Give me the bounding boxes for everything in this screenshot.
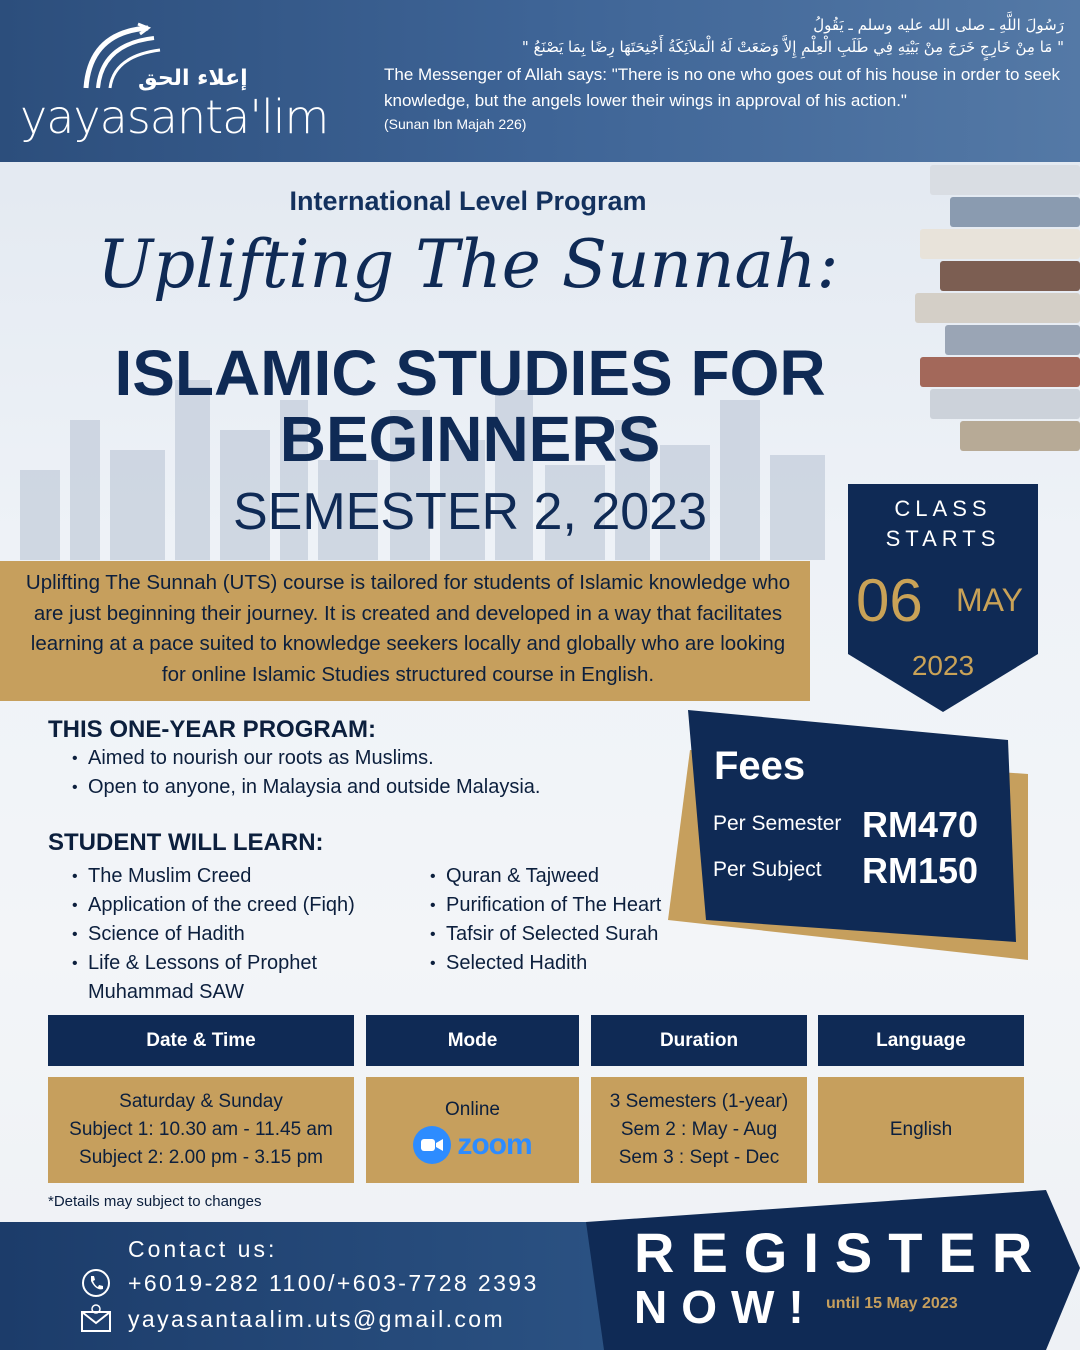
fee-per-subject-label: Per Subject (713, 858, 822, 881)
schedule-subject-1: Subject 1: 10.30 am - 11.45 am (69, 1119, 333, 1140)
list-item: • Science of Hadith (70, 920, 400, 949)
list-item: • Life & Lessons of Prophet Muhammad SAW (70, 949, 400, 1007)
fee-per-subject-value: RM150 (862, 850, 979, 891)
fee-per-semester-value: RM470 (862, 804, 979, 845)
list-item: • Application of the creed (Fiqh) (70, 891, 400, 920)
register-now-line2[interactable]: NOW! (634, 1281, 818, 1333)
contact-email[interactable]: yayasantaalim.uts@gmail.com (128, 1306, 506, 1332)
disclaimer-note: *Details may subject to changes (48, 1193, 262, 1210)
fees-title: Fees (714, 744, 806, 788)
mode-online: Online (445, 1099, 500, 1120)
program-level-kicker: International Level Program (289, 186, 647, 216)
course-description: Uplifting The Sunnah (UTS) course is tailored for students of Islamic knowledge who are just beginning their journey. It is created and developed in a way that facilitates learning at a pace suited to knowledge seekers locally and globally who are looking for online Islamic Studies structured course in English. (0, 561, 810, 701)
badge-class-label: CLASS (894, 496, 992, 521)
table-cell-mode (366, 1077, 579, 1183)
zoom-logo (413, 1126, 531, 1164)
list-item: • Selected Hadith (428, 949, 708, 978)
hadith-source: (Sunan Ibn Majah 226) (384, 116, 527, 132)
table-header-duration: Duration (591, 1015, 807, 1066)
language-value: English (889, 1119, 953, 1140)
schedule-subject-2: Subject 2: 2.00 pm - 3.15 pm (79, 1147, 323, 1168)
learn-list-left (70, 862, 400, 1007)
phone-icon (80, 1268, 112, 1298)
table-header-mode: Mode (366, 1015, 579, 1066)
list-item: • Tafsir of Selected Surah (428, 920, 708, 949)
duration-sem-3: Sem 3 : Sept - Dec (618, 1147, 780, 1168)
hadith-quote (384, 14, 1064, 132)
script-title: Uplifting The Sunnah: (97, 226, 839, 303)
list-item: • Open to anyone, in Malaysia and outside Malaysia. (70, 773, 541, 802)
list-item: • Quran & Tajweed (428, 862, 708, 891)
schedule-days: Saturday & Sunday (119, 1091, 283, 1112)
learn-list-right (428, 862, 708, 978)
email-icon (80, 1304, 112, 1334)
zoom-wordmark: zoom (457, 1128, 532, 1161)
table-cell-duration (591, 1077, 807, 1183)
program-list (70, 744, 541, 802)
list-item: • The Muslim Creed (70, 862, 400, 891)
table-cell-date-time (48, 1077, 354, 1183)
logo-arabic-text: إعلاء الحق (138, 66, 248, 91)
semester-title: SEMESTER 2, 2023 (233, 483, 707, 541)
duration-total: 3 Semesters (1-year) (609, 1091, 789, 1112)
list-item: • Aimed to nourish our roots as Muslims. (70, 744, 541, 773)
learn-heading: STUDENT WILL LEARN: (48, 829, 324, 856)
start-year: 2023 (911, 650, 975, 681)
fee-per-semester-label: Per Semester (713, 812, 842, 835)
table-header-language: Language (818, 1015, 1024, 1066)
register-deadline: until 15 May 2023 (826, 1295, 958, 1312)
yayasan-talim-logo[interactable] (20, 18, 330, 148)
start-month: MAY (956, 582, 1023, 618)
contact-phone[interactable]: +6019-282 1100/+603-7728 2393 (128, 1270, 539, 1296)
contact-heading: Contact us: (128, 1236, 278, 1262)
zoom-camera-icon (413, 1126, 451, 1164)
table-cell-language (818, 1077, 1024, 1183)
table-header-date-time: Date & Time (48, 1015, 354, 1066)
hadith-arabic-line1: رَسُولَ اللَّهِ ـ صلى الله عليه وسلم ـ يَقُولُ (813, 16, 1064, 34)
duration-sem-2: Sem 2 : May - Aug (620, 1119, 778, 1140)
logo-wordmark: yayasanta'lim (20, 90, 329, 144)
program-heading: THIS ONE-YEAR PROGRAM: (48, 716, 377, 743)
hadith-arabic-line2: " مَا مِنْ خَارِجٍ خَرَجَ مِنْ بَيْتِهِ فِي طَلَبِ الْعِلْمِ إِلاَّ وَضَعَتْ لَهُ الْمَلاَئِكَةُ أَجْنِحَتَهَا رِضًا بِمَا يَصْنَعُ " (521, 38, 1064, 56)
start-day: 06 (856, 567, 923, 634)
hadith-english: The Messenger of Allah says: "There is no one who goes out of his house in order to seek knowledge, but the angels lower their wings in approval of his action." (384, 65, 1061, 110)
list-item: • Purification of The Heart (428, 891, 708, 920)
badge-starts-label: STARTS (885, 526, 1001, 551)
register-now-line1[interactable]: REGISTER (634, 1221, 1049, 1284)
main-title: ISLAMIC STUDIES FOR BEGINNERS (114, 337, 826, 475)
